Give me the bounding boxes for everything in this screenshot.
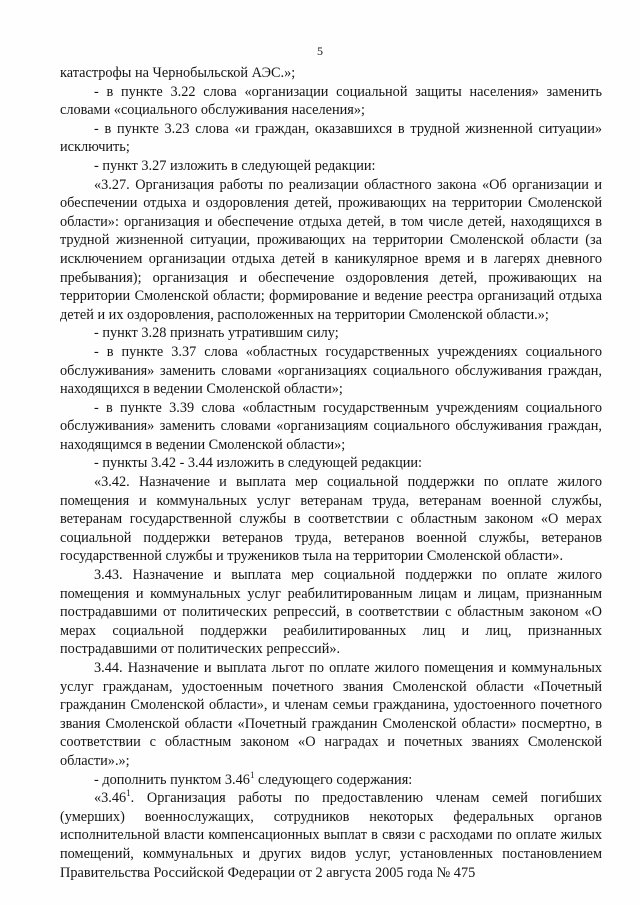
superscript-index: 1 [249, 769, 255, 780]
superscript-index: 1 [126, 788, 131, 799]
document-body [60, 64, 602, 882]
paragraph-text: «3.46 [94, 790, 127, 807]
paragraph: - в пункте 3.39 слова «областным государственным учреждениям социального обслуживания» заменить словами «организациям социального обслуживания граждан, находящимся в ведении Смоленской области»; [60, 399, 602, 453]
paragraph: 3.43. Назначение и выплата мер социальной поддержки по оплате жилого помещения и коммунальных услуг реабилитированным лицам и лицам, признанным пострадавшими от политических репрессий, в соответствии с областным законом «О мерах социальной поддержки реабилитированных лиц и лиц, признанных пострадавшими от политических репрессий». [60, 567, 602, 658]
paragraph-text: . Организация работы по предоставлению членам семей погибших (умерших) военнослужащих, сотрудников некоторых федеральных органов исполнительной власти компенсационных выплат в связи с расходами по оплате жилых помещений, коммунальных и других видов услуг, установленных постановлением Правительства Российской Федерации от 2 августа 2005 года № 475 [60, 790, 602, 881]
paragraph: 3.44. Назначение и выплата льгот по оплате жилого помещения и коммунальных услуг гражданам, удостоенным почетного звания Смоленской области «Почетный гражданин Смоленской области», и членам семьи гражданина, удостоенного почетного звания Смоленской области «Почетный гражданин Смоленской области» посмертно, в соответствии с областным законом «О наградах и почетных званиях Смоленской области».»; [60, 660, 602, 769]
paragraph [60, 789, 602, 882]
paragraph: - в пункте 3.22 слова «организации социальной защиты населения» заменить словами «социального обслуживания населения»; [60, 83, 602, 119]
paragraph: - пункт 3.27 изложить в следующей редакции: [94, 157, 376, 174]
paragraph [60, 771, 602, 790]
paragraph: - в пункте 3.23 слова «и граждан, оказавшихся в трудной жизненной ситуации» исключить; [60, 120, 602, 156]
paragraph-text: следующего содержания: [254, 771, 413, 788]
paragraph: - пункт 3.28 признать утратившим силу; [94, 325, 339, 342]
paragraph: - в пункте 3.37 слова «областных государственных учреждениях социального обслуживания» заменить словами «организациях социального обслуживания граждан, находящихся в ведении Смоленской области»; [60, 343, 602, 398]
paragraph: - пункты 3.42 - 3.44 изложить в следующей редакции: [94, 455, 423, 472]
paragraph: «3.27. Организация работы по реализации областного закона «Об организации и обеспечении отдыха и оздоровления детей, проживающих на территории Смоленской области»: организация и обеспечение отдыха детей, в том числе детей, находящихся в трудной жизненной ситуации, проживающих на территории Смоленской области (за исключением организации отдыха детей в каникулярное время и в лагерях дневного пребывания); организация и обеспечение оздоровления детей, проживающих на территории Смоленской области; формирование и ведение реестра организаций отдыха детей и их оздоровления, расположенных на территории Смоленской области.»; [60, 176, 602, 323]
paragraph-text: - дополнить пунктом 3.46 [94, 771, 250, 788]
paragraph: катастрофы на Чернобыльской АЭС.»; [60, 65, 296, 81]
paragraph: «3.42. Назначение и выплата мер социальной поддержки по оплате жилого помещения и коммунальных услуг ветеранам труда, ветеранам военной службы, ветеранам государственной службы в соответствии с областным законом «О мерах социальной поддержки ветеранов труда, ветеранов военной службы, ветеранов государственной службы и тружеников тыла на территории Смоленской области». [60, 474, 602, 565]
page-number: 5 [317, 44, 323, 58]
